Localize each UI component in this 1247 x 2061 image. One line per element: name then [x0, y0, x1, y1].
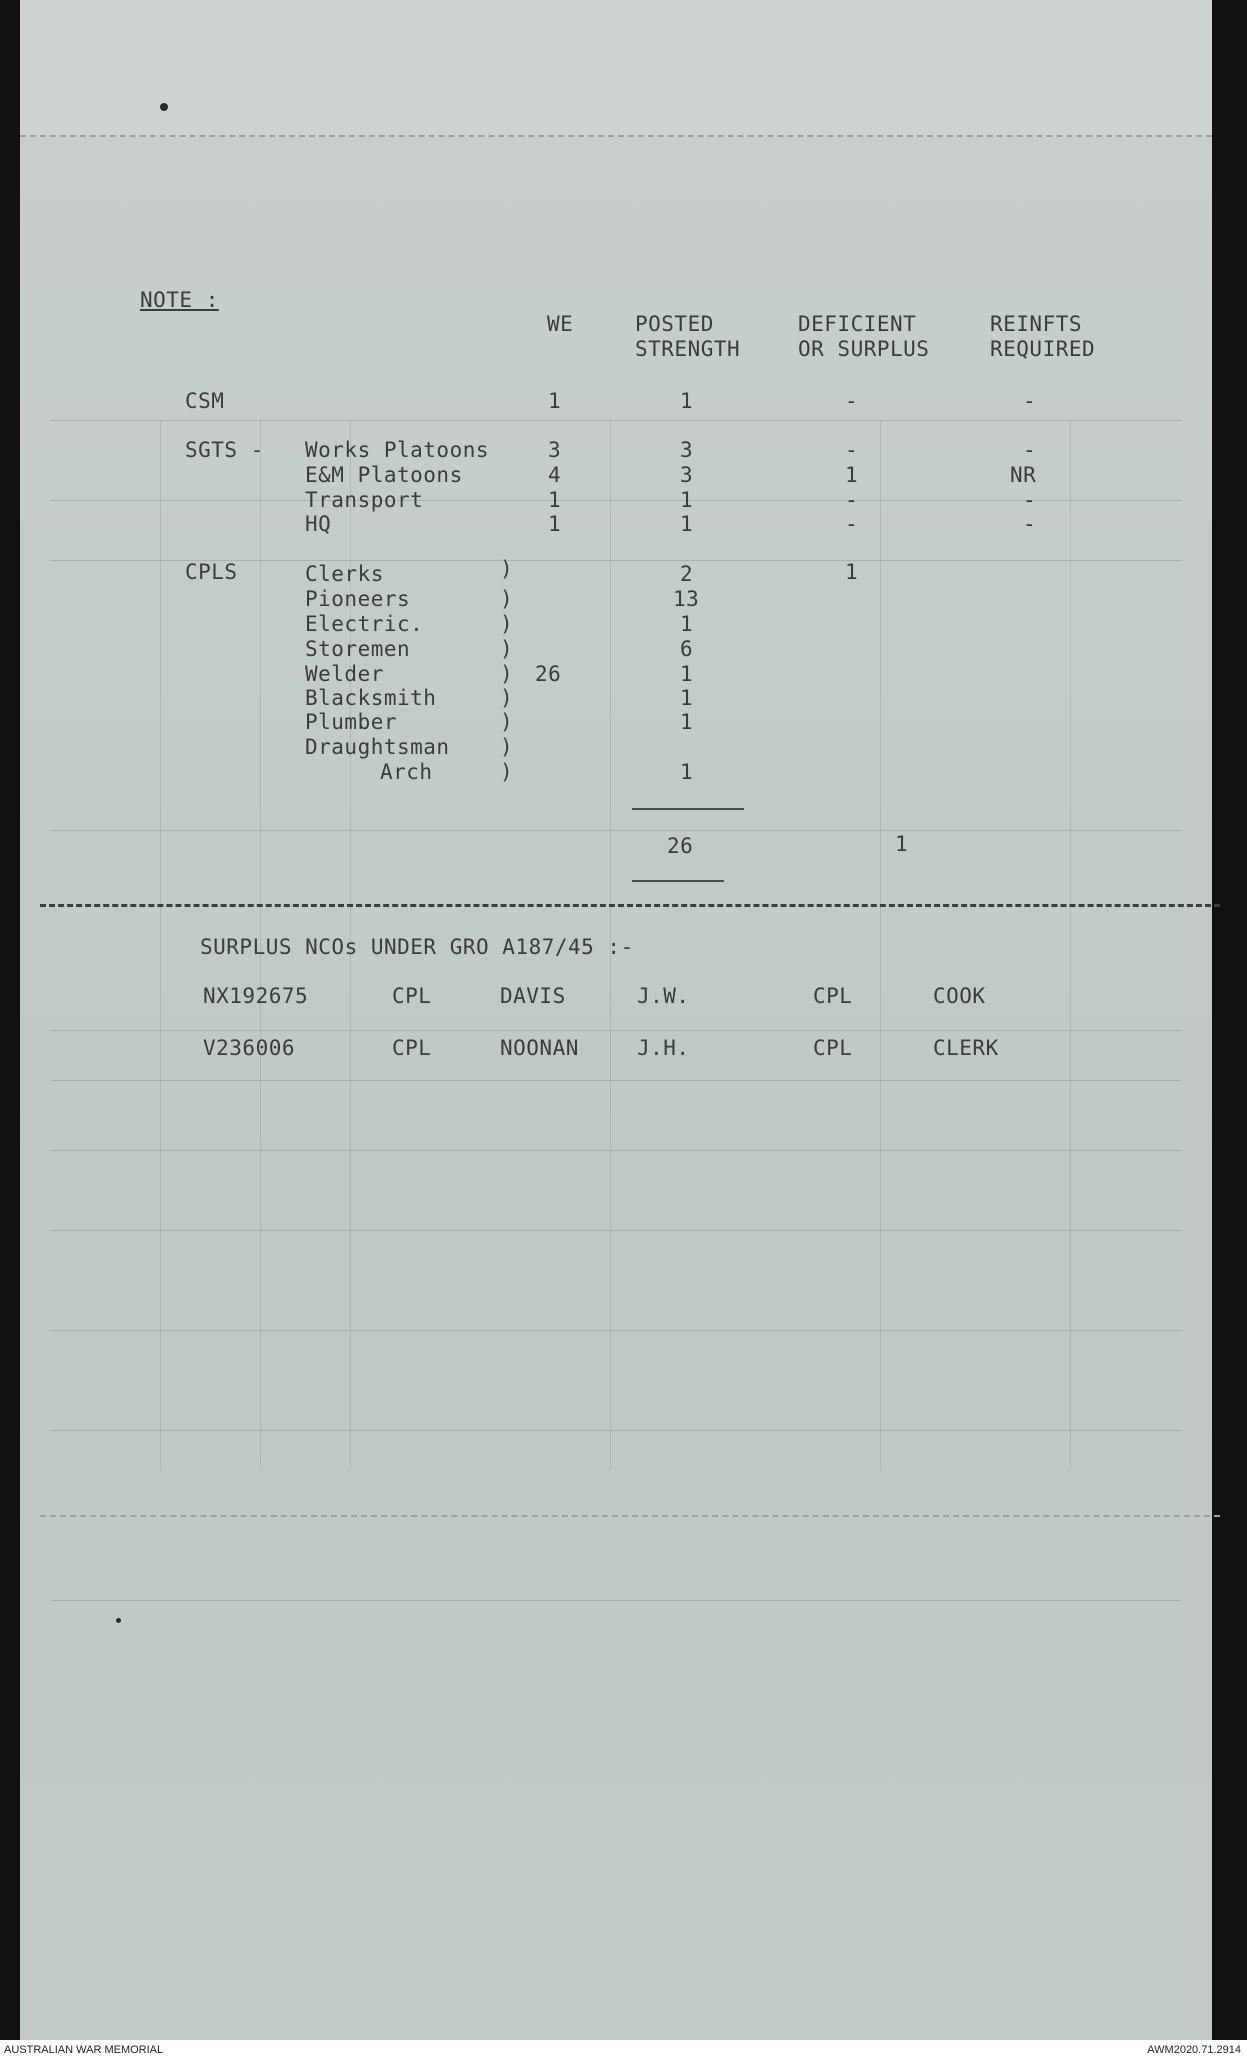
row-label: Draughtsman [305, 735, 450, 759]
row-label: Plumber [305, 710, 398, 734]
row-group: CPLS [185, 560, 238, 584]
row-we: 1 [548, 512, 562, 536]
total-deficient: 1 [895, 832, 909, 856]
row-deficient: 1 [845, 463, 859, 487]
bracket-mark: ) [500, 735, 514, 759]
row-posted: 1 [680, 686, 694, 710]
row-group: CSM [185, 389, 225, 413]
header-posted-2: STRENGTH [635, 337, 741, 361]
ink-mark [160, 103, 168, 111]
row-label: Electric. [305, 612, 424, 636]
rank: CPL [392, 1036, 432, 1060]
row-posted: 6 [680, 637, 694, 661]
row-label: Clerks [305, 562, 384, 586]
ghost-column [880, 420, 881, 1470]
row-label: Welder [305, 662, 384, 686]
row-label: Blacksmith [305, 686, 437, 710]
row-we: 1 [548, 488, 562, 512]
header-posted-1: POSTED [635, 312, 714, 336]
row-deficient: - [845, 512, 859, 536]
bracket-mark: ) [500, 637, 514, 661]
row-posted: 1 [680, 760, 694, 784]
bracket-mark: ) [500, 686, 514, 710]
bracket-mark: ) [500, 557, 514, 581]
row-deficient: - [845, 438, 859, 462]
ghost-column [1070, 420, 1071, 1470]
archive-credit: AUSTRALIAN WAR MEMORIAL [4, 2044, 164, 2056]
row-we: 26 [535, 662, 562, 686]
ghost-line [50, 1330, 1182, 1331]
section-divider [40, 904, 1220, 907]
row-reinfts: - [1023, 389, 1037, 413]
note-label: NOTE : [140, 288, 219, 312]
row-posted: 1 [680, 662, 694, 686]
row-posted: 3 [680, 463, 694, 487]
surname: DAVIS [500, 984, 566, 1008]
ghost-line [50, 1150, 1182, 1151]
row-label: Arch [380, 760, 433, 784]
row-posted: 1 [680, 612, 694, 636]
surname: NOONAN [500, 1036, 579, 1060]
total-rule-top [632, 808, 744, 810]
header-deficient-1: DEFICIENT [798, 312, 917, 336]
total-rule-bottom [632, 880, 724, 882]
row-reinfts: NR [1010, 463, 1037, 487]
row-reinfts: - [1023, 438, 1037, 462]
ink-mark [116, 1618, 121, 1623]
role: CLERK [933, 1036, 999, 1060]
bracket-mark: ) [500, 760, 514, 784]
header-we: WE [547, 312, 574, 336]
bracket-mark: ) [500, 710, 514, 734]
row-we: 1 [548, 389, 562, 413]
surplus-heading: SURPLUS NCOs UNDER GRO A187/45 :- [200, 935, 634, 959]
row-deficient: - [845, 488, 859, 512]
row-deficient: 1 [845, 560, 859, 584]
row-deficient: - [845, 389, 859, 413]
rank-held: CPL [813, 984, 853, 1008]
ghost-line [50, 420, 1182, 421]
rank-held: CPL [813, 1036, 853, 1060]
ghost-line [50, 1230, 1182, 1231]
row-posted: 1 [680, 389, 694, 413]
bracket-mark: ) [500, 662, 514, 686]
ghost-line [50, 1030, 1182, 1031]
row-group: SGTS - [185, 438, 264, 462]
row-we: 3 [548, 438, 562, 462]
row-label: Transport [305, 488, 424, 512]
row-posted: 13 [673, 587, 700, 611]
header-reinfts-1: REINFTS [990, 312, 1083, 336]
row-label: Works Platoons [305, 438, 490, 462]
perforated-top-strip [20, 0, 1212, 137]
service-number: NX192675 [203, 984, 309, 1008]
ghost-line [50, 830, 1182, 831]
row-posted: 1 [680, 488, 694, 512]
initials: J.H. [637, 1036, 690, 1060]
document-page [20, 0, 1212, 2040]
row-posted: 3 [680, 438, 694, 462]
row-label: HQ [305, 512, 332, 536]
row-label: E&M Platoons [305, 463, 463, 487]
ghost-line [50, 500, 1182, 501]
ghost-line [50, 1080, 1182, 1081]
row-posted: 1 [680, 710, 694, 734]
header-deficient-2: OR SURPLUS [798, 337, 930, 361]
total-posted: 26 [667, 834, 694, 858]
archive-reference: AWM2020.71.2914 [1147, 2044, 1241, 2056]
bracket-mark: ) [500, 587, 514, 611]
row-label: Storemen [305, 637, 411, 661]
archive-footer [0, 2040, 1247, 2061]
ghost-line [50, 1430, 1182, 1431]
row-posted: 2 [680, 562, 694, 586]
bracket-mark: ) [500, 612, 514, 636]
service-number: V236006 [203, 1036, 296, 1060]
rank: CPL [392, 984, 432, 1008]
perforation-line [40, 1515, 1220, 1517]
row-we: 4 [548, 463, 562, 487]
ghost-column [160, 420, 161, 1470]
role: COOK [933, 984, 986, 1008]
row-reinfts: - [1023, 512, 1037, 536]
row-label: Pioneers [305, 587, 411, 611]
header-reinfts-2: REQUIRED [990, 337, 1096, 361]
initials: J.W. [637, 984, 690, 1008]
row-posted: 1 [680, 512, 694, 536]
ghost-line [50, 1600, 1182, 1601]
row-reinfts: - [1023, 488, 1037, 512]
